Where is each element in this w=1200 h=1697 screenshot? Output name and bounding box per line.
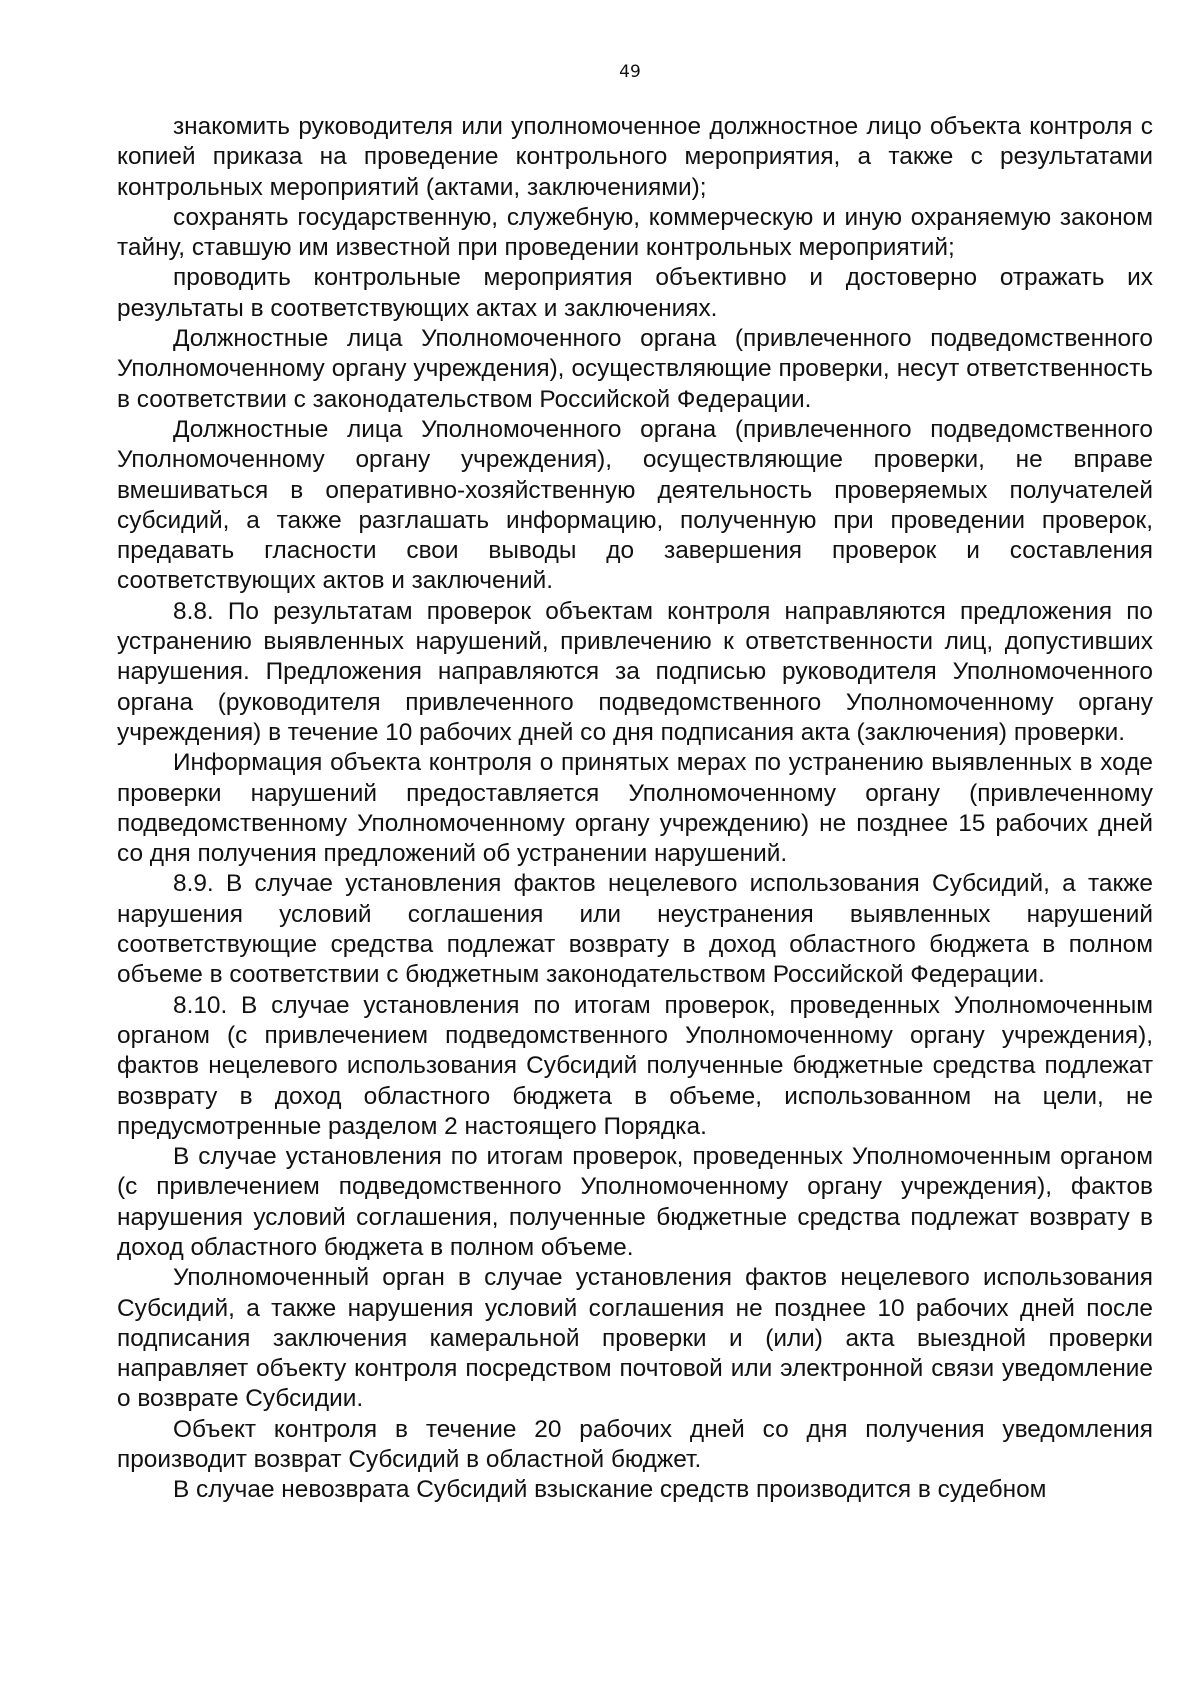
paragraph: Объект контроля в течение 20 рабочих дней со дня получения уведомления производит возврат Субсидий в областной бюджет. xyxy=(117,1415,1153,1474)
paragraph: знакомить руководителя или уполномоченное должностное лицо объекта контроля с копией приказа на проведение контрольного мероприятия, а также с результатами контрольных мероприятий (актами, заключениями); xyxy=(117,113,1153,201)
paragraph: Информация объекта контроля о принятых мерах по устранению выявленных в ходе проверки нарушений предоставляется Уполномоченному органу (привлеченному подведомственному Уполномоченному органу учреждению) не позднее 15 рабочих дней со дня получения предложений об устранении нарушений. xyxy=(117,749,1153,868)
page-number: 49 xyxy=(619,62,641,82)
paragraph-8-10: 8.10. В случае установления по итогам проверок, проведенных Уполномоченным органом (с привлечением подведомственного Уполномоченному органу учреждения), фактов нецелевого использования Субсидий полученные бюджетные средства подлежат возврату в доход областного бюджета в объеме, использованном на цели, не предусмотренные разделом 2 настоящего Порядка. xyxy=(117,991,1153,1140)
paragraph: Должностные лица Уполномоченного органа (привлеченного подведомственного Уполномоченному органу учреждения), осуществляющие проверки, не вправе вмешиваться в оперативно-хозяйственную деятельность проверяемых получателей субсидий, а также разглашать информацию, полученную при проведении проверок, предавать гласности свои выводы до завершения проверок и составления соответствующих актов и заключений. xyxy=(117,415,1153,595)
paragraph: Уполномоченный орган в случае установления фактов нецелевого использования Субсидий, а также нарушения условий соглашения не позднее 10 рабочих дней после подписания заключения камеральной проверки и (или) акта выездной проверки направляет объекту контроля посредством почтовой или электронной связи уведомление о возврате Субсидии. xyxy=(117,1264,1153,1413)
paragraph: сохранять государственную, служебную, коммерческую и иную охраняемую законом тайну, ставшую им известной при проведении контрольных мероприятий; xyxy=(117,203,1153,262)
paragraph-8-9: 8.9. В случае установления фактов нецелевого использования Субсидий, а также нарушения условий соглашения или неустранения выявленных нарушений соответствующие средства подлежат возврату в доход областного бюджета в полном объеме в соответствии с бюджетным законодательством Российской Федерации. xyxy=(117,870,1153,989)
paragraph-8-8: 8.8. По результатам проверок объектам контроля направляются предложения по устранению выявленных нарушений, привлечению к ответственности лиц, допустивших нарушения. Предложения направляются за подписью руководителя Уполномоченного органа (руководителя привлеченного подведомственного Уполномоченному органу учреждения) в течение 10 рабочих дней со дня подписания акта (заключения) проверки. xyxy=(117,597,1153,746)
document-body xyxy=(117,112,1153,1506)
paragraph: Должностные лица Уполномоченного органа (привлеченного подведомственного Уполномоченному органу учреждения), осуществляющие проверки, несут ответственность в соответствии с законодательством Российской Федерации. xyxy=(117,325,1153,413)
paragraph: В случае установления по итогам проверок, проведенных Уполномоченным органом (с привлечением подведомственного Уполномоченному органу учреждения), фактов нарушения условий соглашения, полученные бюджетные средства подлежат возврату в доход областного бюджета в полном объеме. xyxy=(117,1143,1153,1261)
paragraph: проводить контрольные мероприятия объективно и достоверно отражать их результаты в соответствующих актах и заключениях. xyxy=(117,264,1153,322)
paragraph-last-line: В случае невозврата Субсидий взыскание средств производится в судебном xyxy=(173,1476,1047,1504)
